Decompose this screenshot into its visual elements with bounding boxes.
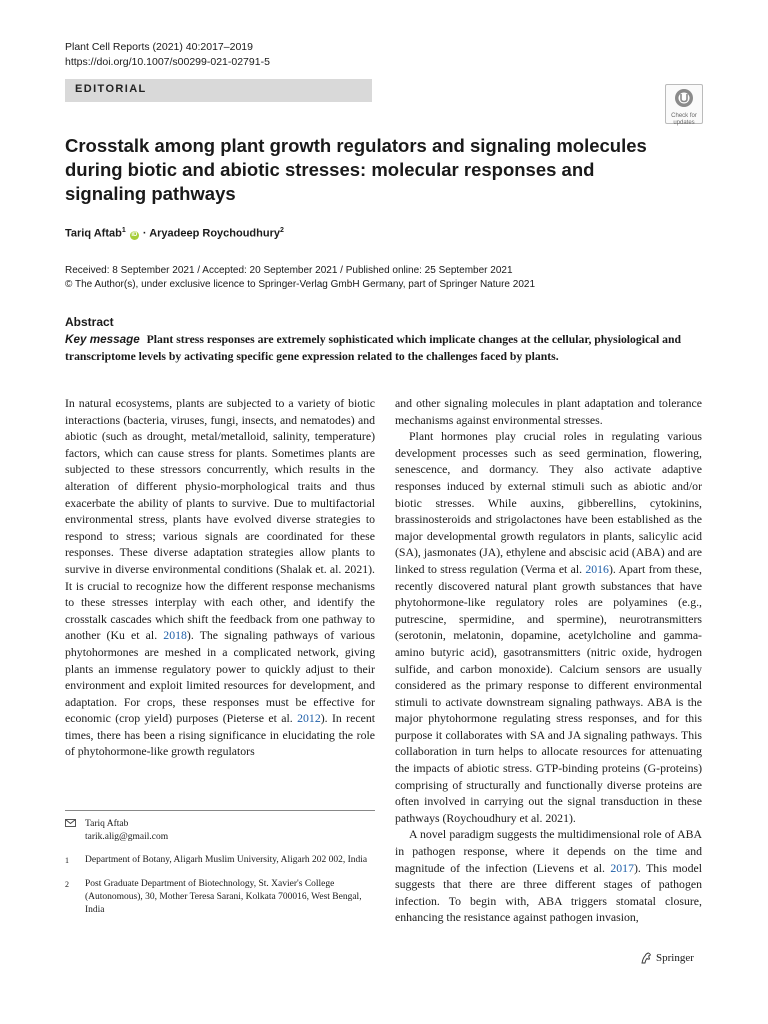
paragraph: In natural ecosystems, plants are subjected to a variety of biotic interactions (bacteria, viruses, fungi, insects, and nematodes) and abiotic (such as drought, metal/metalloid, salinity, temperature) factors, which can cause stress for plants. Sometimes plants are subjected to these stressors concurrently, which results in the alteration of different physio-morphological traits and thus exacerbate the ability of plants to survive. Due to multifactorial environmental stress, plants have evolved diverse strategies to respond to stress; various signals are coordinated for these responses. These diverse adaptation strategies allow plants to survive in diverse environmental conditions (Shalak et. al. 2021). It is crucial to recognize how the different response mechanisms to these stresses interplay with each other, and identify the crosstalk cascades which shift the feedback from one pathway to another (Ku et al. 2018). The signaling pathways of various phytohormones are meshed in a complicated network, giving plants an immense regulatory power to quickly adjust to their environment and exploit limited resources for development, and adaptation. For crops, these responses must be effective for economic (crop yield) purposes (Pieterse et al. 2012). In recent times, there has been a rising significance in elucidating the role of phytohormone-like growth regulators bbox=[65, 396, 375, 759]
contact-email[interactable]: tarik.alig@gmail.com bbox=[85, 832, 169, 843]
publisher-name: Springer bbox=[656, 952, 694, 964]
copyright-line: © The Author(s), under exclusive licence to Springer-Verlag GmbH Germany, part of Springer Nature 2021 bbox=[65, 279, 535, 290]
paragraph: Plant hormones play crucial roles in regulating various development processes such as seed germination, flowering, senescence, and dormancy. They also activate adaptive responses induced by external stimuli such as abiotic and/or biotic stresses. While auxins, gibberellins, cytokinins, brassinosteroids and strigolactones have been established as the major developmental growth regulators in plants, salicylic acid (SA), jasmonates (JA), ethylene and abscisic acid (ABA) and are linked to stress regulation (Verma et al. 2016). Apart from these, recently discovered natural plant growth substances that have phytohormone-like regulatory roles are polyamines (e.g., putrescine, spermidine, and spermine), neurotransmitters (serotonin, melatonin, dopamine, acetylcholine and gamma-amino butyric acid), gasotransmitters (nitric oxide, hydrogen sulfide, and carbon monoxide). Calcium sensors are usually considered as the primary response to different environmental stimuli to activate downstream signaling pathways. ABA is the major phytohormone regulating stress responses, and for this purpose it collaborates with SA and JA signaling pathways. This collaboration in turn helps to allocate resources for attenuating the impacts of abiotic stress. GTP-binding proteins (G-proteins) comprising of structurally and functionally diverse proteins are often involved in carrying out the signal transduction in these pathways (Roychoudhury et al. 2021). bbox=[395, 429, 702, 825]
publication-dates: Received: 8 September 2021 / Accepted: 20 September 2021 / Published online: 25 September 2021 bbox=[65, 265, 513, 276]
springer-horse-icon bbox=[640, 952, 652, 964]
citation-link[interactable]: 2018 bbox=[163, 628, 187, 643]
publisher-logo bbox=[640, 952, 694, 964]
section-banner bbox=[65, 79, 372, 102]
check-updates-text-1: Check for bbox=[671, 113, 697, 119]
publication-info bbox=[65, 264, 535, 292]
contact-name: Tariq Aftab bbox=[85, 819, 129, 829]
check-for-updates-badge[interactable] bbox=[665, 84, 703, 124]
footnotes bbox=[65, 818, 375, 923]
affiliation-mark: 2 bbox=[280, 227, 284, 234]
abstract-heading: Abstract bbox=[65, 315, 114, 329]
citation-link[interactable]: 2017 bbox=[610, 860, 634, 875]
paragraph: and other signaling molecules in plant adaptation and tolerance mechanisms against environmental stresses. bbox=[395, 396, 702, 427]
orcid-icon[interactable]: iD bbox=[131, 231, 138, 238]
check-updates-text-2: updates bbox=[673, 119, 695, 126]
author-list bbox=[65, 227, 284, 240]
envelope-icon bbox=[65, 818, 76, 831]
journal-header bbox=[65, 40, 270, 70]
author-separator: · bbox=[139, 227, 150, 240]
citation-link[interactable]: 2012 bbox=[297, 711, 321, 726]
body-column-right bbox=[395, 395, 702, 926]
correspondence-note bbox=[65, 818, 375, 844]
affiliation-1 bbox=[65, 854, 375, 867]
affiliation-number: 1 bbox=[65, 856, 69, 866]
affiliation-mark: 1 bbox=[121, 227, 126, 234]
article-title: Crosstalk among plant growth regulators and signaling molecules during biotic and abiotic stresses: molecular responses and signaling pathways bbox=[65, 135, 647, 204]
abstract-text bbox=[65, 331, 705, 365]
author-name[interactable]: Aryadeep Roychoudhury bbox=[149, 227, 280, 240]
key-message-text: Plant stress responses are extremely sophisticated which implicate changes at the cellular, physiological and transcriptome levels by activating specific gene expression related to the challenges faced by plants. bbox=[65, 333, 682, 363]
paragraph: A novel paradigm suggests the multidimensional role of ABA in pathogen response, where it depends on the time and magnitude of the infection (Lievens et al. 2017). This model suggests that there are three different stages of pathogen infection. To begin with, ABA triggers stomatal closure, enhancing the resistance against pathogen invasion, bbox=[395, 827, 702, 925]
author-name[interactable]: Tariq Aftab bbox=[65, 227, 122, 240]
journal-citation: Plant Cell Reports (2021) 40:2017–2019 bbox=[65, 41, 253, 53]
footnote-divider bbox=[65, 810, 375, 811]
check-updates-icon bbox=[674, 88, 694, 108]
section-label: EDITORIAL bbox=[75, 83, 147, 95]
affiliation-text: Department of Botany, Aligarh Muslim University, Aligarh 202 002, India bbox=[85, 855, 368, 866]
doi-link[interactable]: https://doi.org/10.1007/s00299-021-02791-5 bbox=[65, 56, 270, 68]
citation-link[interactable]: 2016 bbox=[585, 561, 609, 576]
affiliation-number: 2 bbox=[65, 879, 69, 889]
affiliation-text: Post Graduate Department of Biotechnology, St. Xavier's College (Autonomous), 30, Mother Teresa Sarani, Kolkata 700016, West Bengal, India bbox=[85, 878, 362, 916]
key-message-label: Key message bbox=[65, 333, 140, 346]
affiliation-2 bbox=[65, 878, 375, 918]
body-column-left bbox=[65, 395, 375, 760]
